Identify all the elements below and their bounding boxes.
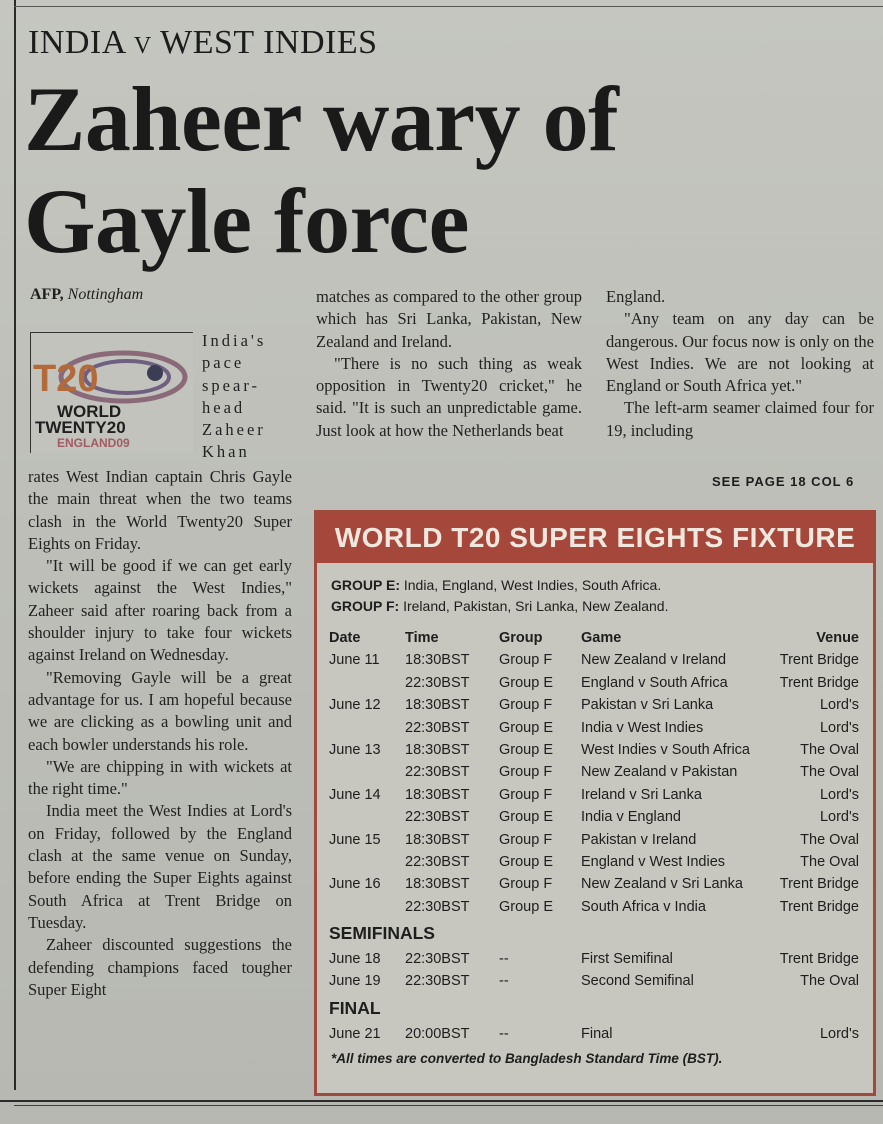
logo-mark-text: T20 bbox=[33, 358, 99, 400]
cell-time: 18:30BST bbox=[405, 876, 470, 893]
bottom-rule-thin bbox=[14, 1105, 883, 1106]
header-time: Time bbox=[405, 630, 439, 646]
table-row bbox=[329, 806, 859, 828]
table-row bbox=[329, 970, 859, 992]
cell-venue: The Oval bbox=[800, 973, 859, 990]
cell-time: 22:30BST bbox=[405, 973, 470, 990]
paragraph: The left-arm seamer claimed four for 19, including bbox=[606, 398, 874, 440]
fixture-table bbox=[329, 627, 859, 1045]
cell-date: June 11 bbox=[329, 652, 380, 669]
fixture-footnote: *All times are converted to Bangladesh Standard Time (BST). bbox=[331, 1051, 723, 1066]
story-kicker: INDIA v WEST INDIES bbox=[28, 24, 378, 61]
byline-place: Nottingham bbox=[67, 286, 144, 303]
header-game: Game bbox=[581, 630, 622, 646]
cell-game: West Indies v South Africa bbox=[581, 741, 750, 758]
cell-date: June 18 bbox=[329, 951, 381, 968]
cell-venue: Lord's bbox=[819, 697, 859, 714]
paragraph: Zaheer discounted suggestions the defending champions faced tougher Super Eight bbox=[28, 935, 292, 999]
group-e-label: GROUP E: bbox=[331, 577, 400, 593]
header-group: Group bbox=[499, 630, 543, 646]
group-e-line bbox=[331, 575, 668, 596]
logo-twenty20-text: TWENTY20 bbox=[35, 418, 126, 437]
table-row bbox=[329, 1023, 859, 1045]
cell-group: Group F bbox=[499, 786, 553, 803]
cell-venue: Lord's bbox=[819, 786, 859, 803]
cell-group: Group E bbox=[499, 809, 553, 826]
left-column-rule bbox=[14, 0, 16, 1090]
table-row bbox=[329, 948, 859, 970]
logo-world-text: WORLD bbox=[57, 402, 122, 421]
cell-group: Group F bbox=[499, 876, 553, 893]
world-twenty20-logo bbox=[30, 332, 193, 453]
paragraph: "Any team on any day can be dangerous. Our focus now is only on the West Indies. We are not looking at England or South Africa yet." bbox=[606, 309, 874, 396]
paragraph: England. bbox=[606, 287, 666, 306]
logo-england-text: ENGLAND09 bbox=[57, 436, 130, 450]
table-row bbox=[329, 694, 859, 716]
group-list bbox=[331, 575, 668, 617]
cell-venue: Trent Bridge bbox=[779, 951, 859, 968]
paragraph: matches as compared to the other group which has Sri Lanka, Pakistan, New Zealand and Ireland. bbox=[316, 287, 582, 351]
paragraph: "We are chipping in with wickets at the right time." bbox=[28, 756, 292, 799]
cell-venue: Trent Bridge bbox=[779, 876, 859, 893]
cell-time: 18:30BST bbox=[405, 652, 470, 669]
cell-time: 22:30BST bbox=[405, 951, 470, 968]
paragraph: rates West Indian captain Chris Gayle the main threat when the two teams clash in the World Twenty20 Super Eights on Friday. bbox=[28, 467, 292, 553]
bottom-rule bbox=[0, 1100, 883, 1102]
cell-venue: The Oval bbox=[800, 853, 859, 870]
table-row bbox=[329, 784, 859, 806]
cell-group: Group E bbox=[499, 853, 553, 870]
cell-venue: The Oval bbox=[800, 764, 859, 781]
table-row bbox=[329, 649, 859, 671]
fixture-box bbox=[314, 510, 876, 1096]
cell-game: Final bbox=[581, 1025, 613, 1042]
table-row bbox=[329, 739, 859, 761]
group-f-line bbox=[331, 596, 668, 617]
top-rule bbox=[14, 6, 883, 7]
wrapped-word: India's bbox=[202, 331, 267, 350]
group-e-teams: India, England, West Indies, South Africa. bbox=[403, 577, 662, 593]
cell-group: Group F bbox=[499, 652, 553, 669]
paragraph: India meet the West Indies at Lord's on Friday, followed by the England clash at the same venue on Sunday, before ending the Super Eights against South Africa at Trent Bridge on Tuesday. bbox=[28, 801, 292, 932]
cell-time: 18:30BST bbox=[405, 697, 470, 714]
cell-group: Group E bbox=[499, 674, 553, 691]
group-f-label: GROUP F: bbox=[331, 598, 400, 614]
cell-game: India v West Indies bbox=[581, 719, 704, 736]
cell-venue: Lord's bbox=[819, 809, 859, 826]
cell-game: South Africa v India bbox=[581, 898, 706, 915]
cell-group: Group F bbox=[499, 697, 553, 714]
paragraph: "Removing Gayle will be a great advantage for us. I am hopeful because we are clicking as a bowling unit and each bowler understands his role. bbox=[28, 667, 292, 754]
logo-ball bbox=[147, 365, 163, 381]
cell-group: Group E bbox=[499, 741, 553, 758]
cell-game: Pakistan v Ireland bbox=[581, 831, 697, 848]
cell-venue: The Oval bbox=[800, 741, 859, 758]
wrapped-word: Khan bbox=[202, 442, 250, 462]
table-row bbox=[329, 896, 859, 918]
headline-line-1: Zaheer wary of bbox=[24, 68, 619, 170]
cell-time: 18:30BST bbox=[405, 831, 470, 848]
final-heading: FINAL bbox=[329, 997, 381, 1018]
semifinals-heading: SEMIFINALS bbox=[329, 923, 435, 944]
cell-game: New Zealand v Ireland bbox=[581, 652, 727, 669]
cell-time: 22:30BST bbox=[405, 898, 470, 915]
cell-group: Group F bbox=[499, 764, 553, 781]
table-row bbox=[329, 761, 859, 783]
cell-time: 22:30BST bbox=[405, 674, 470, 691]
headline bbox=[24, 68, 744, 272]
headline-line-2: Gayle force bbox=[24, 170, 469, 272]
cell-game: New Zealand v Pakistan bbox=[581, 764, 738, 781]
table-row bbox=[329, 829, 859, 851]
cell-venue: Trent Bridge bbox=[779, 652, 859, 669]
table-row bbox=[329, 873, 859, 895]
group-f-teams: Ireland, Pakistan, Sri Lanka, New Zealand. bbox=[403, 598, 669, 614]
cell-group: Group F bbox=[499, 831, 553, 848]
wrapped-word: spear- bbox=[202, 375, 260, 395]
wrapped-word: head bbox=[202, 397, 246, 417]
cell-group: Group E bbox=[499, 898, 553, 915]
wrapped-word: Zaheer bbox=[202, 420, 266, 440]
article-column-3 bbox=[606, 286, 874, 442]
cell-venue: Lord's bbox=[819, 1025, 859, 1042]
fixture-title: WORLD T20 SUPER EIGHTS FIXTURE bbox=[317, 513, 873, 563]
cell-date: June 19 bbox=[329, 973, 381, 990]
cell-group: Group E bbox=[499, 719, 553, 736]
cell-group: -- bbox=[499, 1025, 509, 1042]
t20-logo-graphic bbox=[31, 333, 193, 453]
cell-time: 22:30BST bbox=[405, 764, 470, 781]
byline-agency: AFP, bbox=[30, 286, 64, 303]
cell-game: India v England bbox=[581, 809, 681, 826]
cell-date: June 16 bbox=[329, 876, 381, 893]
lead-wrapped-words bbox=[202, 330, 292, 464]
cell-venue: The Oval bbox=[800, 831, 859, 848]
cell-time: 18:30BST bbox=[405, 741, 470, 758]
paragraph: "There is no such thing as weak opposition in Twenty20 cricket," he said. "It is such an unpredictable game. Just look at how the Netherlands beat bbox=[316, 353, 582, 440]
table-row bbox=[329, 851, 859, 873]
cell-game: First Semifinal bbox=[581, 951, 673, 968]
cell-venue: Trent Bridge bbox=[779, 898, 859, 915]
cell-game: Second Semifinal bbox=[581, 973, 694, 990]
cell-date: June 12 bbox=[329, 697, 381, 714]
cell-game: Pakistan v Sri Lanka bbox=[581, 697, 714, 714]
cell-game: England v West Indies bbox=[581, 853, 726, 870]
cell-game: Ireland v Sri Lanka bbox=[581, 786, 702, 803]
table-row bbox=[329, 672, 859, 694]
cell-time: 22:30BST bbox=[405, 853, 470, 870]
cell-date: June 15 bbox=[329, 831, 381, 848]
wrapped-word: pace bbox=[202, 353, 245, 373]
article-column-1 bbox=[28, 466, 292, 1001]
cell-group: -- bbox=[499, 973, 509, 990]
table-row bbox=[329, 717, 859, 739]
cell-game: England v South Africa bbox=[581, 674, 728, 691]
cell-date: June 13 bbox=[329, 741, 381, 758]
cell-date: June 14 bbox=[329, 786, 381, 803]
cell-group: -- bbox=[499, 951, 509, 968]
table-header-row bbox=[329, 627, 859, 649]
header-venue: Venue bbox=[816, 630, 859, 646]
cell-time: 22:30BST bbox=[405, 809, 470, 826]
header-date: Date bbox=[329, 630, 361, 646]
paragraph: "It will be good if we can get early wickets against the West Indies," Zaheer said after roaring back from a shoulder injury to take four wickets against Ireland on Wednesday. bbox=[28, 556, 292, 665]
cell-venue: Lord's bbox=[819, 719, 859, 736]
cell-game: New Zealand v Sri Lanka bbox=[581, 876, 743, 893]
cell-venue: Trent Bridge bbox=[779, 674, 859, 691]
cell-time: 22:30BST bbox=[405, 719, 470, 736]
cell-date: June 21 bbox=[329, 1025, 381, 1042]
cell-time: 18:30BST bbox=[405, 786, 470, 803]
jump-line: SEE PAGE 18 COL 6 bbox=[712, 474, 855, 489]
article-column-2 bbox=[316, 286, 582, 442]
cell-time: 20:00BST bbox=[405, 1025, 470, 1042]
byline bbox=[30, 286, 143, 304]
